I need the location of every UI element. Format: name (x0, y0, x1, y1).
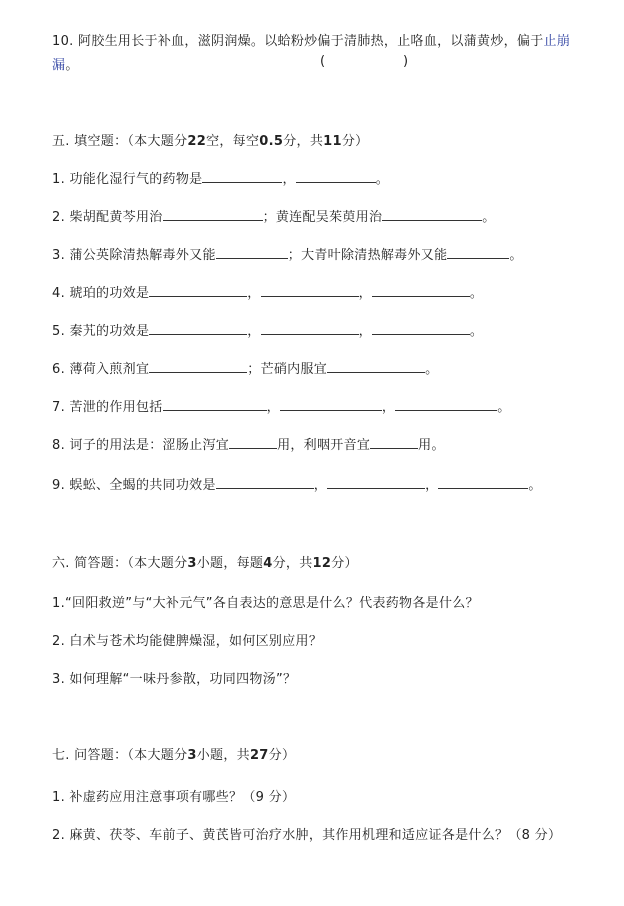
q10-line2 (52, 54, 79, 73)
s5-n1: 22 (187, 134, 207, 149)
q10-period: 。 (65, 58, 79, 73)
blank (149, 322, 247, 335)
blank (372, 322, 470, 335)
blank (382, 208, 482, 221)
s6-n3: 12 (312, 556, 332, 571)
blank (163, 208, 263, 221)
s7-prefix: 七. 问答题：（本大题分 (52, 748, 188, 763)
item-text: 柴胡配黄芩用治 (69, 210, 163, 225)
blank (395, 398, 497, 411)
item-text: 用，利咽开音宜 (277, 438, 371, 453)
fill-item-5 (52, 320, 483, 339)
s5-mid1: 空，每空 (206, 134, 260, 149)
item-text: ；芒硝内服宜 (247, 362, 328, 377)
blank (163, 398, 267, 411)
section6-title (52, 552, 358, 571)
blank (261, 322, 359, 335)
fill-item-6 (52, 358, 438, 377)
item-text: ， (358, 286, 372, 301)
item-text: 诃子的用法是：涩肠止泻宜 (69, 438, 230, 453)
fill-item-1 (52, 168, 389, 187)
item-number: 9. (52, 478, 66, 493)
s5-n3: 11 (323, 134, 342, 149)
item-text: 蜈蚣、全蝎的共同功效是 (69, 478, 216, 493)
item-text: 。 (425, 362, 439, 377)
blank (372, 284, 470, 297)
blank (229, 436, 277, 449)
blank (280, 398, 382, 411)
q10-text: 阿胶生用长于补血，滋阴润燥。以蛤粉炒偏于清肺热，止咯血，以蒲黄炒，偏于 (78, 34, 544, 49)
essay-question-2: 2. 麻黄、茯苓、车前子、黄芪皆可治疗水肿，其作用机理和适应证各是什么？（8 分） (52, 828, 562, 843)
short-answer-3: 3. 如何理解“一味丹参散，功同四物汤”？ (52, 672, 297, 687)
item-text: ；大青叶除清热解毒外又能 (287, 248, 448, 263)
s6-prefix: 六. 简答题：（本大题分 (52, 556, 188, 571)
item-text: ， (381, 400, 396, 415)
item-text: 薄荷入煎剂宜 (69, 362, 150, 377)
q10-highlight: 止崩 (543, 34, 571, 49)
q10-highlight-2: 漏 (52, 58, 66, 73)
q10-answer-paren-open: ( (320, 54, 326, 69)
s7-suffix: 分） (268, 748, 296, 763)
item-text: ， (425, 478, 439, 493)
item-text: ；黄连配吴茱萸用治 (262, 210, 383, 225)
section7-title (52, 744, 295, 763)
s7-mid1: 小题，共 (196, 748, 250, 763)
fill-item-3 (52, 244, 523, 263)
s6-mid1: 小题，每题 (196, 556, 264, 571)
item-text: 用。 (418, 438, 445, 453)
item-text: 。 (497, 400, 511, 415)
item-text: ， (282, 172, 296, 187)
s7-n1: 3 (187, 748, 197, 763)
s6-mid2: 分，共 (272, 556, 313, 571)
item-number: 1. (52, 172, 66, 187)
item-text: 。 (509, 248, 523, 263)
item-text: ， (247, 286, 261, 301)
section5-title (52, 130, 368, 149)
item-text: ， (358, 324, 372, 339)
s7-n2: 27 (249, 748, 269, 763)
item-text: ， (313, 478, 328, 493)
fill-item-8 (52, 434, 445, 453)
item-text: 。 (469, 286, 484, 301)
blank (438, 476, 528, 489)
blank (296, 170, 376, 183)
item-text: 。 (375, 172, 390, 187)
blank (327, 476, 425, 489)
fill-item-4 (52, 282, 483, 301)
item-text: 。 (482, 210, 496, 225)
item-number: 4. (52, 286, 66, 301)
blank (149, 360, 247, 373)
item-number: 3. (52, 248, 66, 263)
item-number: 6. (52, 362, 66, 377)
blank (327, 360, 425, 373)
blank (261, 284, 359, 297)
item-text: ， (247, 324, 261, 339)
fill-item-7 (52, 396, 511, 415)
q10-answer-paren-close: ) (403, 54, 409, 69)
item-text: 琥珀的功效是 (69, 286, 150, 301)
s6-suffix: 分） (331, 556, 358, 571)
item-number: 7. (52, 400, 66, 415)
blank (216, 246, 288, 259)
item-number: 2. (52, 210, 66, 225)
s5-mid2: 分，共 (283, 134, 324, 149)
item-text: 秦艽的功效是 (69, 324, 150, 339)
fill-item-2 (52, 206, 496, 225)
blank (149, 284, 247, 297)
s5-n2: 0.5 (259, 134, 284, 149)
short-answer-2: 2. 白术与苍术均能健脾燥湿，如何区别应用？ (52, 634, 323, 649)
item-text: 蒲公英除清热解毒外又能 (69, 248, 216, 263)
s5-prefix: 五. 填空题：（本大题分 (52, 134, 188, 149)
item-number: 8. (52, 438, 66, 453)
blank (202, 170, 282, 183)
short-answer-1: 1.“回阳救逆”与“大补元气”各自表达的意思是什么？代表药物各是什么？ (52, 596, 479, 611)
q10-line1 (52, 30, 570, 49)
essay-question-1: 1. 补虚药应用注意事项有哪些？（9 分） (52, 790, 296, 805)
item-number: 5. (52, 324, 66, 339)
item-text: ， (266, 400, 280, 415)
s5-suffix: 分） (341, 134, 369, 149)
blank (216, 476, 314, 489)
fill-item-9 (52, 474, 542, 493)
blank (447, 246, 509, 259)
blank (370, 436, 418, 449)
q10-number: 10. (52, 34, 74, 49)
item-text: 苦泄的作用包括 (69, 400, 163, 415)
item-text: 。 (528, 478, 542, 493)
s6-n2: 4 (263, 556, 273, 571)
item-text: 。 (469, 324, 484, 339)
item-text: 功能化湿行气的药物是 (69, 172, 203, 187)
s6-n1: 3 (187, 556, 197, 571)
